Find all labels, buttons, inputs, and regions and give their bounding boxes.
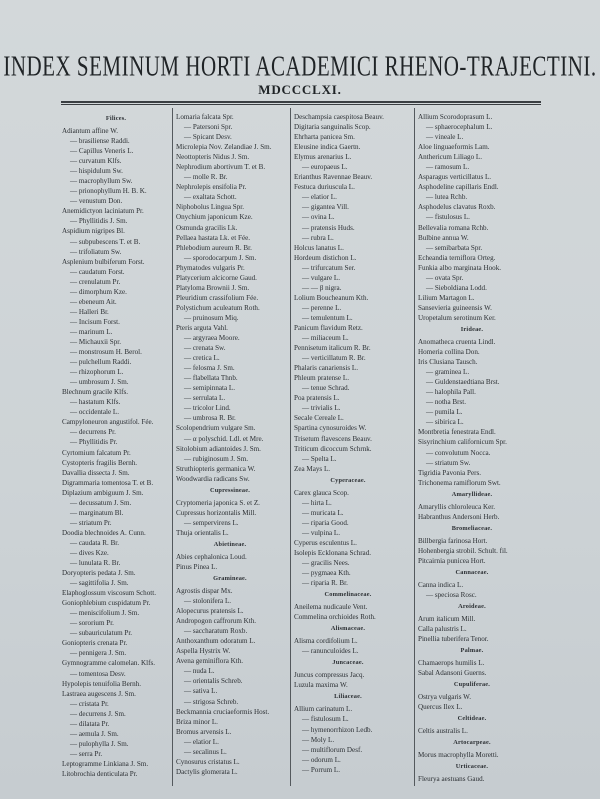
species-entry: Tigridia Pavonia Pers. xyxy=(418,468,481,477)
species-entry: Allium Scorodoprasum L. xyxy=(418,113,493,121)
species-entry: Lilium Martagon L. xyxy=(418,293,475,302)
species-entry: Abies cephalonica Loud. xyxy=(176,552,247,561)
species-entry: Goniopteris crenata Pr. xyxy=(62,639,128,648)
species-entry: Scolopendrium vulgare Sm. xyxy=(176,424,256,433)
species-entry: — pulchellum Raddi. xyxy=(70,358,132,367)
species-entry: Hohenbergia strobil. Schult. fil. xyxy=(418,546,508,555)
seed-list-column-2 xyxy=(176,112,284,777)
species-entry: — monstrosum H. Berol. xyxy=(70,348,142,357)
seed-list-column-1 xyxy=(62,112,170,779)
species-entry: Hypolepis tenuifolia Bernh. xyxy=(62,679,142,688)
species-entry: — umbrosum J. Sm. xyxy=(70,378,129,387)
species-entry: Cynosurus cristatus L. xyxy=(176,757,240,766)
species-entry: Osmunda gracilis Lk. xyxy=(176,223,238,232)
species-entry: — serrulata L. xyxy=(184,394,226,403)
species-entry: Pellaea hastata Lk. et Fée. xyxy=(176,233,251,242)
species-entry: — muricata L. xyxy=(302,508,344,517)
species-entry: — secalinus L. xyxy=(184,747,227,756)
species-entry: — caudata R. Br. xyxy=(70,538,120,547)
species-entry: Canna indica L. xyxy=(418,580,464,589)
species-entry: — aemula J. Sm. xyxy=(70,729,119,738)
family-heading: Amaryllideae. xyxy=(451,490,493,498)
species-entry: — macrophyllum Sw. xyxy=(70,177,133,186)
species-entry: — Porrum L. xyxy=(302,765,341,774)
family-heading: Juncaceae. xyxy=(332,659,364,667)
species-entry: — decurrens J. Sm. xyxy=(70,709,126,718)
species-entry: Polystichum aculeatum Roth. xyxy=(176,303,260,312)
species-entry: — meniscifolium J. Sm. xyxy=(70,609,140,618)
species-entry: Cryptomeria japonica S. et Z. xyxy=(176,498,260,507)
species-entry: — speciosa Rosc. xyxy=(426,590,477,599)
column-divider xyxy=(290,108,291,786)
species-entry: Pteris arguta Vahl. xyxy=(176,323,228,332)
species-entry: Andropogon caffrorum Kth. xyxy=(176,617,257,626)
species-entry: — sphaerocephalum L. xyxy=(426,123,493,132)
family-heading: Abietineae. xyxy=(213,540,247,548)
species-entry: — tomentosa Desv. xyxy=(70,669,126,678)
species-entry: Phymatodes vulgaris Pr. xyxy=(176,263,245,272)
species-entry: Uropetalum serotinum Ker. xyxy=(418,313,496,322)
species-entry: Aspella Hystrix W. xyxy=(176,647,231,656)
species-entry: — venustum Don. xyxy=(70,197,123,206)
species-entry: — hymenorrhizon Ledb. xyxy=(302,725,373,734)
species-entry: Lolium Boucheanum Kth. xyxy=(294,293,369,302)
species-entry: — europaeus L. xyxy=(302,163,348,172)
species-entry: Davallia dissecta J. Sm. xyxy=(62,468,130,477)
species-entry: Nephrolepis ensifolia Pr. xyxy=(176,183,247,192)
species-entry: — sempervirens L. xyxy=(184,518,239,527)
species-entry: — miliaceum L. xyxy=(302,334,349,343)
species-entry: — lunulata R. Br. xyxy=(70,559,121,568)
species-entry: Cystopteris fragilis Bernh. xyxy=(62,458,138,467)
species-entry: Alisma cordifolium L. xyxy=(294,637,358,646)
species-entry: — argyraea Moore. xyxy=(184,334,240,343)
species-entry: Adiantum affine W. xyxy=(62,127,119,135)
species-entry: — crenata Sw. xyxy=(184,344,226,353)
species-entry: Echeandia terniflora Orteg. xyxy=(418,253,496,262)
species-entry: Avena geminiflora Kth. xyxy=(176,657,244,666)
family-heading: Filices. xyxy=(105,115,127,122)
species-entry: Niphobolus Lingua Spr. xyxy=(176,203,244,212)
species-entry: — pennigera J. Sm. xyxy=(70,649,127,658)
page-year: MDCCCLXI. xyxy=(258,82,342,97)
species-entry: — trifurcatum Ser. xyxy=(302,263,356,272)
species-entry: Agrostis dispar Mx. xyxy=(176,587,233,596)
species-entry: Beckmannia cruciaeformis Host. xyxy=(176,707,270,716)
species-entry: Aloe linguaeformis Lam. xyxy=(418,143,490,152)
family-heading: Gramineae. xyxy=(213,575,247,583)
species-entry: — vulgare L. xyxy=(302,273,341,282)
species-entry: Phleum pratense L. xyxy=(294,374,349,383)
species-entry: Bromus arvensis L. xyxy=(176,727,232,736)
seed-list-column-3 xyxy=(294,112,402,775)
species-entry: — graminea L. xyxy=(426,368,470,377)
species-entry: Luzula maxima W. xyxy=(294,681,348,690)
species-entry: Digitaria sanguinalis Scop. xyxy=(294,123,371,132)
species-entry: — strigosa Schreb. xyxy=(184,697,239,706)
family-heading: Bromeliaceae. xyxy=(451,524,493,532)
species-entry: Dactylis glomerata L. xyxy=(176,767,238,776)
species-entry: — cretica L. xyxy=(184,354,220,363)
species-entry: Funkia albo marginata Hook. xyxy=(418,263,502,272)
species-entry: Blechnum gracile Klfs. xyxy=(62,388,128,397)
family-heading: Artocarpeae. xyxy=(453,739,491,747)
species-entry: Gymnogramme calomelan. Klfs. xyxy=(62,659,155,668)
species-entry: — orientalis Schreb. xyxy=(184,677,243,686)
species-entry: — hispidulum Sw. xyxy=(70,167,123,176)
species-entry: — riparia R. Br. xyxy=(302,579,348,588)
species-entry: — vineale L. xyxy=(426,133,464,142)
species-entry: — ramosum L. xyxy=(426,163,470,172)
species-entry: Amaryllis chloroleuca Ker. xyxy=(418,502,496,511)
species-entry: Platyloma Brownii J. Sm. xyxy=(176,283,250,292)
species-entry: — brasiliense Raddi. xyxy=(70,137,130,146)
species-entry: — sporodocarpum J. Sm. xyxy=(184,253,257,262)
species-entry: Chamaerops humilis L. xyxy=(418,659,485,668)
family-heading: Palmae. xyxy=(460,647,484,655)
family-heading: Aroideae. xyxy=(458,603,486,611)
species-entry: Holcus lanatus L. xyxy=(294,243,344,252)
species-entry: Erianthus Ravennae Beauv. xyxy=(294,173,373,182)
species-entry: — dilatata Pr. xyxy=(70,719,110,728)
species-entry: — curvatum Klfs. xyxy=(70,157,122,166)
species-entry: Anemidictyon laciniatum Pr. xyxy=(62,207,144,216)
species-entry: — gracilis Nees. xyxy=(302,559,350,568)
species-entry: — striatum Sw. xyxy=(426,458,471,467)
species-entry: — odorum L. xyxy=(302,755,341,764)
species-entry: — ovata Spr. xyxy=(426,273,464,282)
species-entry: Trichonema ramiflorum Swt. xyxy=(418,478,501,487)
species-entry: Triticum dicoccum Schrnk. xyxy=(294,444,372,453)
species-entry: Sansevieria guineensis W. xyxy=(418,303,492,312)
species-entry: Struthiopteris germanica W. xyxy=(176,464,256,473)
species-entry: — Moly L. xyxy=(302,735,335,744)
species-entry: — decurrens Pr. xyxy=(70,428,116,437)
species-entry: Iris Clusiana Tausch. xyxy=(418,358,478,367)
species-entry: — semipinnata L. xyxy=(184,384,236,393)
species-entry: Onychium japonicum Kze. xyxy=(176,213,253,222)
species-entry: Aspidium nigripes Bl. xyxy=(62,227,125,236)
species-entry: Celtis australis L. xyxy=(418,727,468,736)
species-entry: — rubiginosum J. Sm. xyxy=(184,454,249,463)
species-entry: Fleurya aestuans Gaud. xyxy=(418,775,485,784)
species-entry: — convolutum Nocca. xyxy=(426,448,491,457)
species-entry: Thuja orientalis L. xyxy=(176,528,229,537)
species-entry: Calla palustris L. xyxy=(418,625,467,634)
species-entry: Lastraea augescens J. Sm. xyxy=(62,689,136,698)
species-entry: — subpubescens T. et B. xyxy=(70,237,141,246)
species-entry: — cristata Pr. xyxy=(70,699,109,708)
header-rule xyxy=(61,101,541,103)
family-heading: Irideae. xyxy=(460,325,484,333)
species-entry: — Michauxii Spr. xyxy=(70,337,122,346)
species-entry: — ranunculoides L. xyxy=(302,647,359,656)
species-entry: Isolepis Ecklonana Schrad. xyxy=(294,548,372,557)
species-entry: Pennisetum italicum R. Br. xyxy=(294,344,371,353)
column-divider xyxy=(172,108,173,786)
species-entry: — α polyschid. Ldl. et Mre. xyxy=(184,434,264,443)
species-entry: — Halleri Br. xyxy=(70,307,109,316)
species-entry: — tenue Schrad. xyxy=(302,384,350,393)
species-entry: Festuca duriuscula L. xyxy=(294,183,355,192)
species-entry: Woodwardia radicans Sw. xyxy=(176,474,250,483)
species-entry: — fistulosum L. xyxy=(302,715,349,724)
species-entry: — ebeneum Ait. xyxy=(70,297,117,306)
species-entry: — perenne L. xyxy=(302,303,342,312)
species-entry: Leptogramme Linkiana J. Sm. xyxy=(62,759,149,768)
species-entry: — Guldenstaedtiana Brst. xyxy=(426,378,500,387)
species-entry: Anthericum Liliago L. xyxy=(418,153,483,162)
species-entry: Asplenium bulbiferum Forst. xyxy=(62,257,145,266)
species-entry: — tricolor Lind. xyxy=(184,404,231,413)
species-entry: — stolonifera L. xyxy=(184,597,232,606)
family-heading: Alismaceae. xyxy=(330,625,366,633)
species-entry: Ehrharta panicea Sm. xyxy=(294,133,355,142)
species-entry: — occidentale L. xyxy=(70,408,120,417)
species-entry: — — β nigra. xyxy=(302,283,342,292)
species-entry: Spartina cynosuroides W. xyxy=(294,424,367,433)
species-entry: Commelina orchioides Roth. xyxy=(294,613,376,622)
species-entry: — exaltata Schott. xyxy=(184,193,237,202)
species-entry: Hordeum distichon L. xyxy=(294,253,357,262)
species-entry: Zea Mays L. xyxy=(294,464,331,473)
species-entry: Poa pratensis L. xyxy=(294,394,340,403)
species-entry: — notha Brst. xyxy=(426,398,466,407)
species-entry: Diplazium ambiguum J. Sm. xyxy=(62,488,144,497)
species-entry: — sativa L. xyxy=(184,687,218,696)
species-entry: — pygmaea Kth. xyxy=(302,569,351,578)
species-entry: Sabal Adansoni Guerns. xyxy=(418,669,487,678)
species-entry: Cyperus esculentus L. xyxy=(294,538,357,547)
species-entry: Campyloneuron angustifol. Fée. xyxy=(62,418,154,427)
species-entry: — verticillatum R. Br. xyxy=(302,354,366,363)
species-entry: Quercus Ilex L. xyxy=(418,703,463,712)
species-entry: — elatior L. xyxy=(302,193,337,202)
family-heading: Cannaceae. xyxy=(455,568,489,576)
species-entry: — Incisum Forst. xyxy=(70,317,120,326)
species-entry: — sibirica L. xyxy=(426,418,464,427)
species-entry: — Sieboldiana Lodd. xyxy=(426,283,487,292)
family-heading: Cupuliferae. xyxy=(453,681,491,689)
species-entry: Sisyrinchium californicum Spr. xyxy=(418,438,507,447)
page-title: INDEX SEMINUM HORTI ACADEMICI RHENO-TRAJECTINI. xyxy=(3,49,597,83)
species-entry: — pratensis Huds. xyxy=(302,223,355,232)
species-entry: — crenulatum Pr. xyxy=(70,277,121,286)
species-entry: Deschampsia caespitosa Beauv. xyxy=(294,113,384,121)
species-entry: — striatum Pr. xyxy=(70,518,112,527)
species-entry: — felosma J. Sm. xyxy=(184,364,235,373)
species-entry: — sagittifolia J. Sm. xyxy=(70,579,129,588)
species-entry: Pinus Pinea L. xyxy=(176,562,218,571)
species-entry: Doryopteris pedata J. Sm. xyxy=(62,569,136,578)
species-entry: — dives Kze. xyxy=(70,548,109,557)
species-entry: — subauriculatum Pr. xyxy=(70,629,133,638)
species-entry: — nuda L. xyxy=(184,667,215,676)
species-entry: Eleusine indica Gaertn. xyxy=(294,143,361,152)
species-entry: — fistulosus L. xyxy=(426,213,470,222)
species-entry: Doodia blechnoides A. Cunn. xyxy=(62,528,146,537)
species-entry: Aneilema nudicaule Vent. xyxy=(294,603,368,612)
species-entry: Litobrochia denticulata Pr. xyxy=(62,770,138,778)
species-entry: Briza minor L. xyxy=(176,717,218,726)
species-entry: Nephrodium abortivum T. et B. xyxy=(176,163,266,172)
species-entry: Elaphoglossum viscosum Schott. xyxy=(62,589,156,598)
species-entry: Montbretia fenestrata Endl. xyxy=(418,428,496,437)
species-entry: Alopecurus pratensis L. xyxy=(176,607,244,616)
family-heading: Liliaceae. xyxy=(334,693,362,701)
species-entry: — hirta L. xyxy=(302,498,332,507)
species-entry: Ostrya vulgaris W. xyxy=(418,693,472,702)
species-entry: — lutea Rchb. xyxy=(426,193,468,202)
species-entry: Homeria collina Don. xyxy=(418,348,480,357)
species-entry: Anthoxanthum odoratum L. xyxy=(176,637,256,646)
header-rule-thin xyxy=(61,104,541,105)
species-entry: — temulentum L. xyxy=(302,313,353,322)
species-entry: — serra Pr. xyxy=(70,749,103,758)
species-entry: — saccharatum Roxb. xyxy=(184,627,248,636)
species-entry: — ovina L. xyxy=(302,213,335,222)
species-entry: Microlepia Nov. Zelandiae J. Sm. xyxy=(176,143,272,152)
species-entry: Secale Cereale L. xyxy=(294,414,344,423)
species-entry: — caudatum Forst. xyxy=(70,267,125,276)
species-entry: — pumila L. xyxy=(426,408,463,417)
species-entry: — Capillus Veneris L. xyxy=(70,147,134,156)
species-entry: Neottopteris Nidus J. Sm. xyxy=(176,153,250,162)
species-entry: Panicum flavidum Retz. xyxy=(294,323,363,332)
species-entry: — trifoliatum Sw. xyxy=(70,247,122,256)
species-entry: Arum italicum Mill. xyxy=(418,615,476,624)
species-entry: Carex glauca Scop. xyxy=(294,488,349,497)
species-entry: Platycerium alcicorne Gaud. xyxy=(176,273,257,282)
species-entry: — multiflorum Desf. xyxy=(302,745,363,754)
species-entry: — rubra L. xyxy=(302,233,334,242)
species-entry: Habranthus Andersoni Herb. xyxy=(418,512,500,521)
species-entry: Lomaria falcata Spr. xyxy=(176,113,234,121)
species-entry: — flabellata Thnb. xyxy=(184,374,238,383)
species-entry: Morus macrophylla Moretti. xyxy=(418,751,499,760)
species-entry: Asphodelus clavatus Roxb. xyxy=(418,203,496,212)
species-entry: Cupressus horizontalis Mill. xyxy=(176,508,257,517)
species-entry: Asparagus verticillatus L. xyxy=(418,173,492,182)
species-entry: — Phyllitidis Pr. xyxy=(70,438,118,447)
species-entry: — prionophyllum H. B. K. xyxy=(70,187,147,196)
species-entry: Elymus arenarius L. xyxy=(294,153,352,162)
species-entry: Anomatheca cruenta Lindl. xyxy=(418,337,496,346)
species-entry: Allium carinatum L. xyxy=(294,705,353,714)
species-entry: Billbergia farinosa Hort. xyxy=(418,536,488,545)
family-heading: Commelinaceae. xyxy=(324,591,372,599)
species-entry: — trivialis L. xyxy=(302,404,341,413)
species-entry: — elatior L. xyxy=(184,737,219,746)
species-entry: Asphodeline capillaris Endl. xyxy=(418,183,499,192)
species-entry: — umbrosa R. Br. xyxy=(184,414,236,423)
species-entry: Sitolobium adiantoides J. Sm. xyxy=(176,444,261,453)
seed-list-column-4 xyxy=(418,112,526,784)
species-entry: — molle R. Br. xyxy=(184,173,228,182)
species-entry: — vulpina L. xyxy=(302,528,341,537)
species-entry: Digrammaria tomentosa T. et B. xyxy=(62,478,154,487)
species-entry: Trisetum flavescens Beauv. xyxy=(294,434,372,443)
species-entry: — Patersoni Spr. xyxy=(184,123,233,132)
species-entry: — marinum L. xyxy=(70,327,113,336)
species-entry: Bellevalia romana Rchb. xyxy=(418,223,489,232)
species-entry: Cyrtomium falcatum Pr. xyxy=(62,448,131,457)
species-entry: Pleuridium crassifolium Fée. xyxy=(176,293,259,302)
family-heading: Celtideae. xyxy=(457,715,487,723)
species-entry: Goniophlebium cuspidatum Pr. xyxy=(62,599,151,608)
species-entry: — hastatum Klfs. xyxy=(70,398,121,407)
species-entry: — gigantea Vill. xyxy=(302,203,349,212)
species-entry: — halophila Pall. xyxy=(426,388,476,397)
species-entry: — Phyllitidis J. Sm. xyxy=(70,217,128,226)
species-entry: — pruinosum Miq. xyxy=(184,313,239,322)
family-heading: Cupressineae. xyxy=(209,486,251,494)
species-entry: Bulbine annua W. xyxy=(418,233,469,242)
species-entry: — sororium Pr. xyxy=(70,619,114,628)
species-entry: — riparia Good. xyxy=(302,518,349,527)
species-entry: — semibarbata Spr. xyxy=(426,243,483,252)
species-entry: Phlebodium aureum R. Br. xyxy=(176,243,252,252)
family-heading: Cyperaceae. xyxy=(330,476,366,484)
species-entry: — pulophylla J. Sm. xyxy=(70,739,129,748)
species-entry: Juncus compressus Jacq. xyxy=(294,671,365,680)
family-heading: Urticaceae. xyxy=(455,763,489,771)
species-entry: — rhizophorum L. xyxy=(70,368,124,377)
species-entry: — dimorphum Kze. xyxy=(70,287,127,296)
species-entry: Phalaris canariensis L. xyxy=(294,364,359,373)
species-entry: Pitcairnia punicea Hort. xyxy=(418,556,486,565)
species-entry: — decussatum J. Sm. xyxy=(70,498,132,507)
species-entry: — marginatum Bl. xyxy=(70,508,124,517)
species-entry: — Spelta L. xyxy=(302,454,337,463)
species-entry: — Spicant Desv. xyxy=(184,133,232,142)
species-entry: Pinellia tuberifera Tenor. xyxy=(418,635,489,644)
column-divider xyxy=(414,108,415,786)
